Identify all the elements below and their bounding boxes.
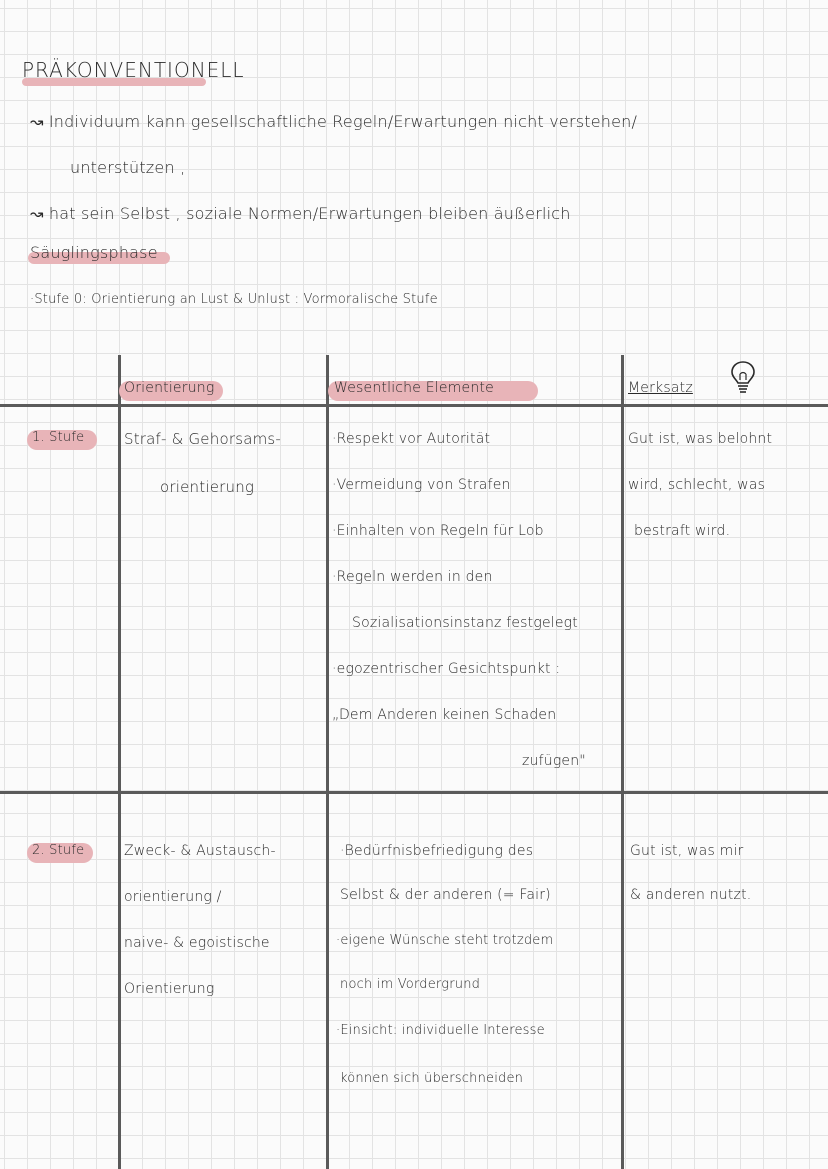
row-2-element-4: noch im Vordergrund xyxy=(340,977,481,992)
row-1-orientation-line-2: orientierung xyxy=(160,478,255,496)
row-2-orientation-line-1: Zweck- & Austausch- xyxy=(124,843,276,859)
stage-2-label: 2. Stufe xyxy=(32,843,85,858)
header-orientation: Orientierung xyxy=(124,380,215,396)
table-header-rule xyxy=(0,404,828,407)
row-2-element-2: Selbst & der anderen (= Fair) xyxy=(340,887,551,903)
row-1-element-6: ·egozentrischer Gesichtspunkt : xyxy=(332,661,561,677)
table-divider-2 xyxy=(326,355,329,1169)
stage-1-label: 1. Stufe xyxy=(32,430,85,445)
intro-line-3: ↝ hat sein Selbst , soziale Normen/Erwartungen bleiben äußerlich xyxy=(30,204,571,223)
header-elements: Wesentliche Elemente xyxy=(334,380,494,396)
stage-0-note: ·Stufe 0: Orientierung an Lust & Unlust : Vormoralische Stufe xyxy=(30,292,438,307)
table-row-rule xyxy=(0,791,828,794)
row-1-element-5: Sozialisationsinstanz festgelegt xyxy=(352,615,578,631)
row-1-element-8: zufügen" xyxy=(522,753,586,769)
row-2-element-5: ·Einsicht: individuelle Interesse xyxy=(336,1023,545,1038)
row-1-orientation-line-1: Straf- & Gehorsams- xyxy=(124,430,282,448)
intro-line-1: ↝ Individuum kann gesellschaftliche Regeln/Erwartungen nicht verstehen/ xyxy=(30,112,638,131)
header-motto: Merksatz xyxy=(628,380,693,396)
row-2-orientation-line-2: orientierung / xyxy=(124,889,222,905)
row-1-element-4: ·Regeln werden in den xyxy=(332,569,493,585)
row-1-element-2: ·Vermeidung von Strafen xyxy=(332,477,511,493)
table-divider-3 xyxy=(621,355,624,1169)
table-divider-1 xyxy=(118,355,121,1169)
row-1-element-1: ·Respekt vor Autorität xyxy=(332,431,491,447)
row-2-motto-line-2: & anderen nutzt. xyxy=(630,887,752,903)
row-1-motto-line-3: bestraft wird. xyxy=(634,523,731,539)
row-1-motto-line-2: wird, schlecht, was xyxy=(628,477,766,493)
lightbulb-icon xyxy=(730,360,756,396)
row-2-orientation-line-4: Orientierung xyxy=(124,981,215,997)
row-2-element-1: ·Bedürfnisbefriedigung des xyxy=(340,843,534,859)
row-1-element-3: ·Einhalten von Regeln für Lob xyxy=(332,523,544,539)
row-2-orientation-line-3: naive- & egoistische xyxy=(124,935,270,951)
subheading: Säuglingsphase xyxy=(30,243,158,262)
row-1-element-7: „Dem Anderen keinen Schaden xyxy=(332,707,557,723)
intro-line-2: unterstützen , xyxy=(70,158,186,177)
row-2-element-6: können sich überschneiden xyxy=(340,1071,524,1086)
row-2-element-3: ·eigene Wünsche steht trotzdem xyxy=(336,933,554,948)
row-2-motto-line-1: Gut ist, was mir xyxy=(630,843,744,859)
row-1-motto-line-1: Gut ist, was belohnt xyxy=(628,431,773,447)
page-title: PRÄKONVENTIONELL xyxy=(22,58,245,82)
